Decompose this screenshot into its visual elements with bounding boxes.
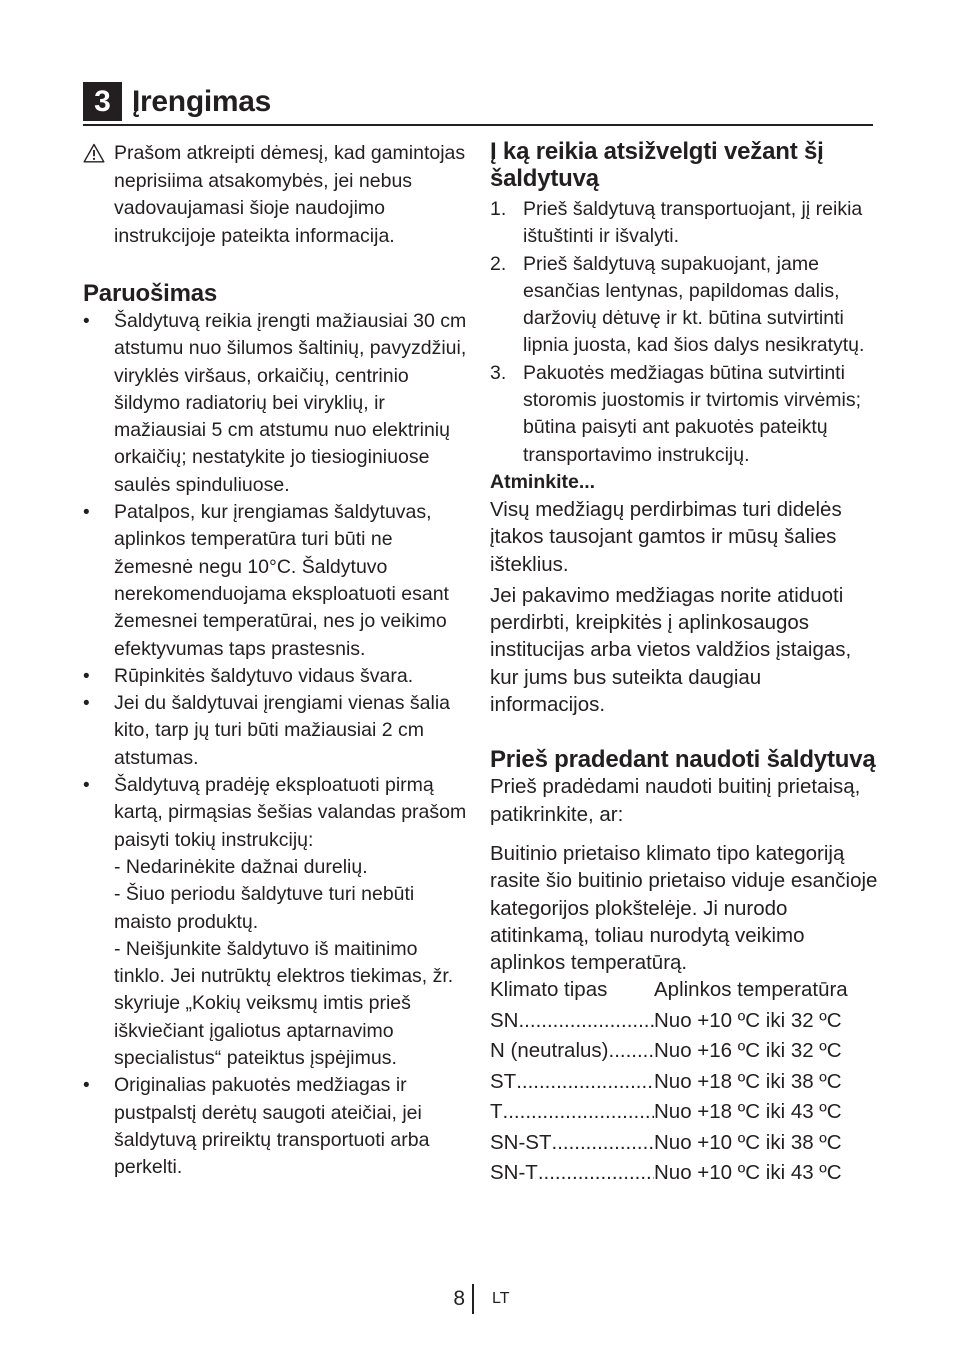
list-item-text: Prieš šaldytuvą transportuojant, jį reikia ištuštinti ir išvalyti. bbox=[523, 198, 863, 248]
list-item: 2. Prieš šaldytuvą supakuojant, jame esančias lentynas, papildomas dalis, daržovių dėtuvę ir kt. būtina sutvirtinti lipnia juosta, kad šios dalys nesikratytų. bbox=[490, 252, 865, 357]
list-item: • Patalpos, kur įrengiamas šaldytuvas, aplinkos temperatūra turi būti ne žemesnė negu 10°C. Šaldytuvo nerekomenduojama eksploatuoti esant žemesnei temperatūrai, nes jo veikimo efektyvumas taps prastesnis. bbox=[83, 501, 449, 660]
language-code: LT bbox=[492, 1290, 510, 1307]
note-label: Atminkite... bbox=[490, 470, 596, 493]
temperature-range: Nuo +10 ºC iki 43 ºC bbox=[654, 1161, 842, 1185]
list-item-text: Pakuotės medžiagas būtina sutvirtinti storomis juostomis ir tvirtomis virvėmis; būtina paisyti ant pakuotės pateiktų transportavimo instrukcijų. bbox=[523, 361, 862, 466]
list-item: • Rūpinkitės šaldytuvo vidaus švara. bbox=[83, 664, 414, 687]
transport-steps bbox=[490, 196, 880, 469]
list-item-text: Patalpos, kur įrengiamas šaldytuvas, aplinkos temperatūra turi būti ne žemesnė negu 10°C. Šaldytuvo nerekomenduojama eksploatuoti esant žemesnei temperatūrai, nes jo veikimo efektyvumas taps prastesnis. bbox=[114, 501, 449, 660]
temperature-range: Nuo +18 ºC iki 38 ºC bbox=[654, 1069, 842, 1093]
list-item-text: Prieš šaldytuvą supakuojant, jame esančias lentynas, papildomas dalis, daržovių dėtuvę ir kt. būtina sutvirtinti lipnia juosta, kad šios dalys nesikratytų. bbox=[523, 252, 865, 357]
list-item: 1. Prieš šaldytuvą transportuojant, jį reikia ištuštinti ir išvalyti. bbox=[490, 198, 863, 248]
table-row bbox=[490, 1009, 848, 1040]
list-item-text: Rūpinkitės šaldytuvo vidaus švara. bbox=[114, 664, 414, 687]
warning-triangle-icon bbox=[83, 143, 105, 163]
climate-type: N (neutralus) bbox=[490, 1039, 609, 1063]
temperature-range: Nuo +18 ºC iki 43 ºC bbox=[654, 1100, 842, 1124]
list-item: 3. Pakuotės medžiagas būtina sutvirtinti storomis juostomis ir tvirtomis virvėmis; būtina paisyti ant pakuotės pateiktų transportavimo instrukcijų. bbox=[490, 361, 862, 466]
table-header-row bbox=[490, 978, 848, 1009]
preparation-heading: Paruošimas bbox=[83, 280, 218, 307]
climate-type: SN-ST bbox=[490, 1130, 552, 1154]
note-paragraph: Jei pakavimo medžiagas norite atiduoti perdirbti, kreipkitės į aplinkosaugos institucijas arba vietos valdžios įstaigas, kur jums bus suteikta daugiau informacijos. bbox=[490, 583, 852, 717]
footer-divider bbox=[472, 1284, 474, 1314]
list-item-text: Originalias pakuotės medžiagas ir pustpalstį derėtų saugoti ateičiai, jei šaldytuvą prireiktų transportuoti arba perkelti. bbox=[114, 1074, 430, 1179]
right-column bbox=[490, 138, 880, 1192]
list-item-text: Šaldytuvą pradėję eksploatuoti pirmą kartą, pirmąsias šešias valandas prašom paisyti tokių instrukcijų: bbox=[114, 774, 467, 851]
climate-type: T bbox=[490, 1100, 503, 1124]
climate-table bbox=[490, 978, 848, 1192]
page-number: 8 bbox=[453, 1287, 465, 1310]
list-sub-item: - Nedarinėkite dažnai durelių. bbox=[114, 855, 368, 878]
preparation-list bbox=[83, 308, 468, 1182]
list-sub-item: - Neišjunkite šaldytuvo iš maitinimo tinklo. Jei nutrūktų elektros tiekimas, žr. skyriuje „Kokių veiksmų imtis prieš iškviečiant įgaliotus aptarnavimo specialistus“ pateiktus įspėjimus. bbox=[114, 937, 454, 1070]
list-item: • Jei du šaldytuvai įrengiami vienas šalia kito, tarp jų turi būti mažiausiai 2 cm atstumas. bbox=[83, 692, 451, 769]
list-item: • Šaldytuvą reikia įrengti mažiausiai 30 cm atstumu nuo šilumos šaltinių, pavyzdžiui, viryklės viršaus, orkaičių, centrinio šildymo radiatorių bei viryklių, ir mažiausiai 5 cm atstumu nuo elektrinių orkaičių; nestatykite jo tiesioginiuose saulės spinduliuose. bbox=[83, 310, 467, 496]
table-row bbox=[490, 1039, 848, 1070]
list-item-text: Jei du šaldytuvai įrengiami vienas šalia kito, tarp jų turi būti mažiausiai 2 cm atstumas. bbox=[114, 692, 451, 769]
climate-type: ST bbox=[490, 1069, 517, 1093]
transport-heading: Į ką reikia atsižvelgti vežant šį šaldytuvą bbox=[490, 138, 824, 192]
list-item: • Originalias pakuotės medžiagas ir pustpalstį derėtų saugoti ateičiai, jei šaldytuvą prireiktų transportuoti arba perkelti. bbox=[83, 1074, 430, 1179]
column-header: Aplinkos temperatūra bbox=[654, 978, 848, 1002]
list-item-text: Šaldytuvą reikia įrengti mažiausiai 30 cm atstumu nuo šilumos šaltinių, pavyzdžiui, viryklės viršaus, orkaičių, centrinio šildymo radiatorių bei viryklių, ir mažiausiai 5 cm atstumu nuo elektrinių orkaičių; nestatykite jo tiesioginiuose saulės spinduliuose. bbox=[114, 310, 467, 496]
climate-type: SN bbox=[490, 1008, 519, 1032]
table-row bbox=[490, 1100, 848, 1131]
before-use-intro: Prieš pradėdami naudoti buitinį prietaisą, patikrinkite, ar: bbox=[490, 775, 861, 826]
table-row bbox=[490, 1070, 848, 1101]
temperature-range: Nuo +16 ºC iki 32 ºC bbox=[654, 1039, 842, 1063]
before-use-body: Buitinio prietaiso klimato tipo kategoriją rasite šio buitinio prietaiso viduje esančioje kategorijos plokštelėje. Ji nurodo atitinkamą, toliau nurodytą veikimo aplinkos temperatūrą. bbox=[490, 841, 878, 975]
list-sub-item: - Šiuo periodu šaldytuve turi nebūti maisto produktų. bbox=[114, 883, 415, 933]
climate-type: SN-T bbox=[490, 1161, 538, 1185]
list-item: • Šaldytuvą pradėję eksploatuoti pirmą kartą, pirmąsias šešias valandas prašom paisyti tokių instrukcijų: - Nedarinėkite dažnai durelių. - Šiuo periodu šaldytuve turi nebūti maisto produktų. - Neišjunkite šaldytuvo iš maitinimo tinklo. Jei nutrūktų elektros tiekimas, žr. skyriuje „Kokių veiksmų imtis prieš iškviečiant įgaliotus aptarnavimo specialistus“ pateiktus įspėjimus. bbox=[83, 772, 468, 1072]
temperature-range: Nuo +10 ºC iki 32 ºC bbox=[654, 1008, 842, 1032]
table-row bbox=[490, 1131, 848, 1162]
chapter-number: 3 bbox=[83, 82, 122, 121]
before-use-heading: Prieš pradedant naudoti šaldytuvą bbox=[490, 746, 876, 774]
chapter-header bbox=[83, 80, 873, 126]
chapter-title: Įrengimas bbox=[132, 85, 272, 118]
warning-note bbox=[83, 140, 468, 250]
note-paragraph: Visų medžiagų perdirbimas turi didelės įtakos tausojant gamtos ir mūsų šalies išteklius. bbox=[490, 497, 842, 576]
table-row bbox=[490, 1161, 848, 1192]
left-column bbox=[83, 138, 468, 1182]
warning-text: Prašom atkreipti dėmesį, kad gamintojas neprisiima atsakomybės, jei nebus vadovaujamasi šioje naudojimo instrukcijoje pateikta informacija. bbox=[114, 142, 466, 247]
page-footer bbox=[0, 1284, 954, 1314]
temperature-range: Nuo +10 ºC iki 38 ºC bbox=[654, 1130, 842, 1154]
column-header: Klimato tipas bbox=[490, 978, 608, 1002]
